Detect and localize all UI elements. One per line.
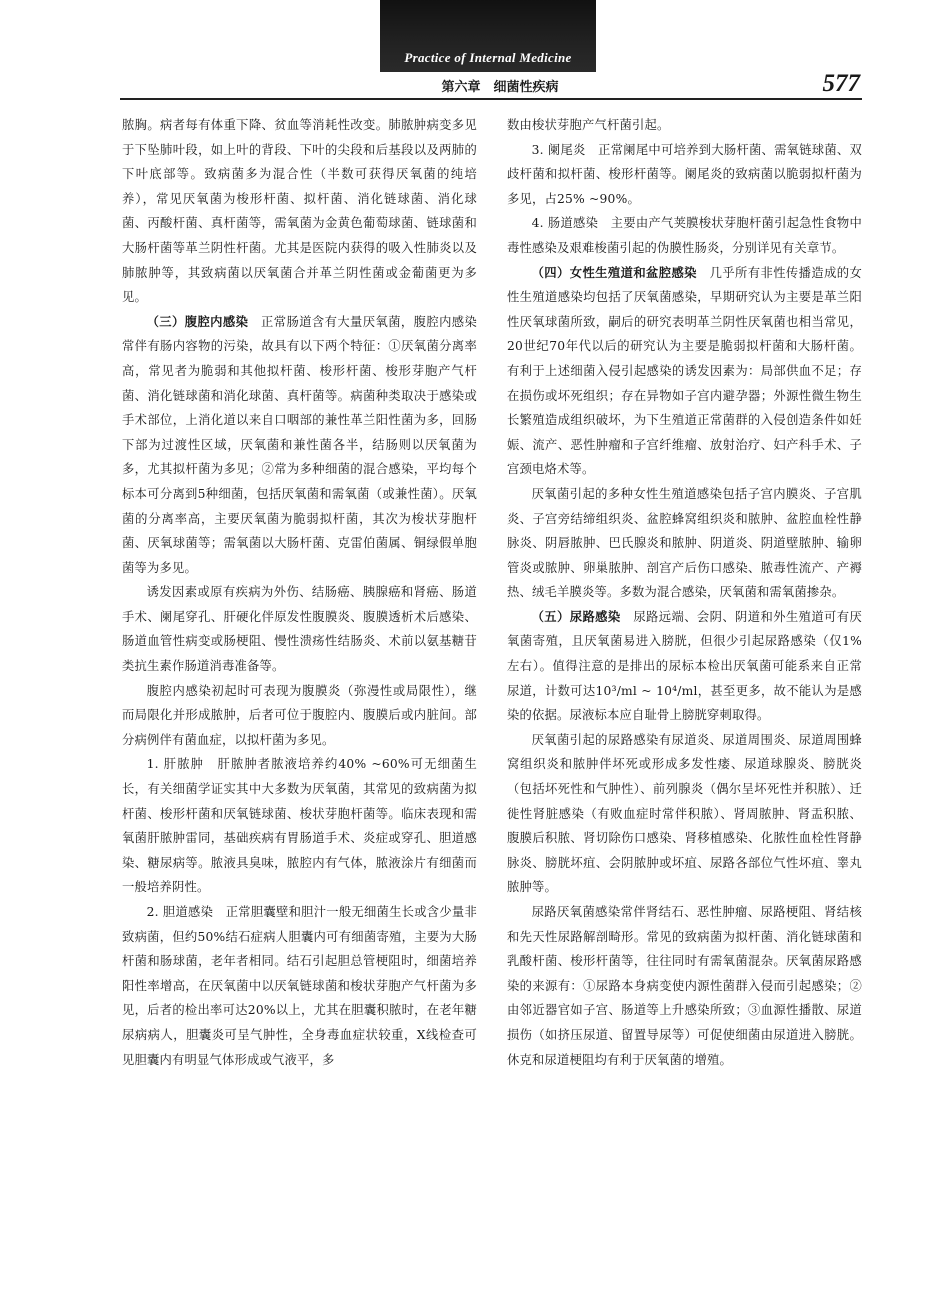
paragraph: 厌氧菌引起的多种女性生殖道感染包括子宫内膜炎、子宫肌炎、子宫旁结缔组织炎、盆腔蜂窝组织炎和脓肿、盆腔血栓性静脉炎、阴唇脓肿、巴氏腺炎和脓肿、阴道炎、阴道壁脓肿、输卵管炎或脓肿、卵巢脓肿、剖宫产后伤口感染、脓毒性流产、产褥热、绒毛羊膜炎等。多数为混合感染，厌氧菌和需氧菌掺杂。 xyxy=(507,486,862,600)
paragraph: （三）腹腔内感染 正常肠道含有大量厌氧菌，腹腔内感染常伴有肠内容物的污染，故具有以下两个特征：①厌氧菌分离率高，常见者为脆弱和其他拟杆菌、梭形杆菌、梭形芽胞产气杆菌、消化链球菌和消化球菌、真杆菌等。病菌种类取决于感染或手术部位，上消化道以来自口咽部的兼性革兰阳性菌为多，回肠下部为过渡性区域，厌氧菌和兼性菌各半，结肠则以厌氧菌为多，尤其拟杆菌为多见；②常为多种细菌的混合感染，平均每个标本可分离到5种细菌，包括厌氧菌和需氧菌（或兼性菌）。厌氧菌的分离率高，主要厌氧菌为脆弱拟杆菌，其次为梭状芽胞杆菌、厌氧球菌等；需氧菌以大肠杆菌、克雷伯菌属、铜绿假单胞菌等为多见。 xyxy=(122,314,477,575)
journal-title: Practice of Internal Medicine xyxy=(404,50,572,65)
paragraph: 诱发因素或原有疾病为外伤、结肠癌、胰腺癌和肾癌、肠道手术、阑尾穿孔、肝硬化伴原发性腹膜炎、腹膜透析术后感染、肠道血管性病变或肠梗阻、慢性溃疡性结肠炎、术前以氨基糖苷类抗生素作肠道消毒准备等。 xyxy=(122,585,477,674)
paragraph: 数由梭状芽胞产气杆菌引起。 xyxy=(507,118,670,132)
header-rule xyxy=(120,98,862,100)
paragraph: （四）女性生殖道和盆腔感染 几乎所有非性传播造成的女性生殖道感染均包括了厌氧菌感染，早期研究认为主要是革兰阳性厌氧球菌所致，嗣后的研究表明革兰阴性厌氧菌也相当常见，20世纪70年代以后的研究认为主要是脆弱拟杆菌和大肠杆菌。有利于上述细菌入侵引起感染的诱发因素为：局部供血不足；存在损伤或坏死组织；存在异物如子宫内避孕器；外源性微生物生长繁殖造成组织破坏，为下生殖道正常菌群的入侵创造条件如妊娠、流产、恶性肿瘤和子宫纤维瘤、放射治疗、妇产科手术、子宫颈电烙术等。 xyxy=(507,265,862,477)
paragraph: （五）尿路感染 尿路远端、会阴、阴道和外生殖道可有厌氧菌寄殖，且厌氧菌易进入膀胱，但很少引起尿路感染（仅1%左右）。值得注意的是排出的尿标本检出厌氧菌可能系来自正常尿道，计数可达10³/ml ~ 10⁴/ml，甚至更多，故不能认为是感染的依据。尿液标本应自耻骨上膀胱穿刺取得。 xyxy=(507,609,862,723)
page-number: 577 xyxy=(822,70,860,97)
journal-banner xyxy=(380,0,596,72)
right-column xyxy=(507,113,862,1072)
left-column xyxy=(122,113,477,1072)
paragraph: 3. 阑尾炎 正常阑尾中可培养到大肠杆菌、需氧链球菌、双歧杆菌和拟杆菌、梭形杆菌等。阑尾炎的致病菌以脆弱拟杆菌为多见，占25% ~90%。 xyxy=(507,142,862,206)
chapter-title: 第六章 细菌性疾病 xyxy=(441,80,559,95)
paragraph: 厌氧菌引起的尿路感染有尿道炎、尿道周围炎、尿道周围蜂窝组织炎和脓肿伴坏死或形成多发性瘘、尿道球腺炎、膀胱炎（包括坏死性和气肿性）、前列腺炎（偶尔呈坏死性并积脓）、迁徙性肾脏感染（有败血症时常伴积脓）、肾周脓肿、肾盂积脓、腹膜后积脓、肾切除伤口感染、肾移植感染、化脓性血栓性肾静脉炎、膀胱坏疽、会阴脓肿或坏疽、尿路各部位气性坏疽、睾丸脓肿等。 xyxy=(507,732,862,895)
section-heading: （三）腹腔内感染 xyxy=(146,314,249,329)
paragraph: 腹腔内感染初起时可表现为腹膜炎（弥漫性或局限性），继而局限化并形成脓肿，后者可位于腹腔内、腹膜后或内脏间。部分病例伴有菌血症，以拟杆菌为多见。 xyxy=(122,683,477,747)
paragraph: 4. 肠道感染 主要由产气荚膜梭状芽胞杆菌引起急性食物中毒性感染及艰难梭菌引起的伪膜性肠炎，分别详见有关章节。 xyxy=(507,216,862,255)
paragraph: 尿路厌氧菌感染常伴肾结石、恶性肿瘤、尿路梗阻、肾结核和先天性尿路解剖畸形。常见的致病菌为拟杆菌、消化链球菌和乳酸杆菌、梭形杆菌等，往往同时有需氧菌混杂。厌氧菌尿路感染的来源有：①尿路本身病变使内源性菌群入侵而引起感染；②由邻近器官如子宫、肠道等上升感染所致；③血源性播散、尿道损伤（如挤压尿道、留置导尿等）可促使细菌由尿道进入膀胱。休克和尿道梗阻均有利于厌氧菌的增殖。 xyxy=(507,905,862,1067)
section-heading: （四）女性生殖道和盆腔感染 xyxy=(531,265,697,280)
paragraph: 2. 胆道感染 正常胆囊壁和胆汁一般无细菌生长或含少量非致病菌，但约50%结石症病人胆囊内可有细菌寄殖，主要为大肠杆菌和肠球菌，老年者相同。结石引起胆总管梗阻时，细菌培养阳性率增高，在厌氧菌中以厌氧链球菌和梭状芽胞产气杆菌为多见，后者的检出率可达20%以上，尤其在胆囊积脓时，在老年糖尿病病人，胆囊炎可呈气肿性，全身毒血症状较重，X线检查可见胆囊内有明显气体形成或气液平，多 xyxy=(122,905,477,1067)
section-heading: （五）尿路感染 xyxy=(531,609,621,624)
paragraph: 脓胸。病者每有体重下降、贫血等消耗性改变。肺脓肿病变多见于下坠肺叶段，如上叶的背段、下叶的尖段和后基段以及两肺的下叶底部等。致病菌多为混合性（半数可获得厌氧菌的纯培养），常见厌氧菌为梭形杆菌、拟杆菌、消化链球菌、消化球菌、丙酸杆菌、真杆菌等，需氧菌为金黄色葡萄球菌、链球菌和大肠杆菌等革兰阴性杆菌。尤其是医院内获得的吸入性肺炎以及肺脓肿等，其致病菌以厌氧菌合并革兰阴性菌或金葡菌更为多见。 xyxy=(122,118,477,305)
paragraph: 1. 肝脓肿 肝脓肿者脓液培养约40% ~60%可无细菌生长，有关细菌学证实其中大多数为厌氧菌，其常见的致病菌为拟杆菌、梭形杆菌和厌氧链球菌、梭状芽胞杆菌等。临床表现和需氧菌肝脓肿雷同，基础疾病有胃肠道手术、炎症或穿孔、胆道感染、糖尿病等。脓液具臭味，脓腔内有气体，脓液涂片有细菌而一般培养阴性。 xyxy=(122,757,477,895)
